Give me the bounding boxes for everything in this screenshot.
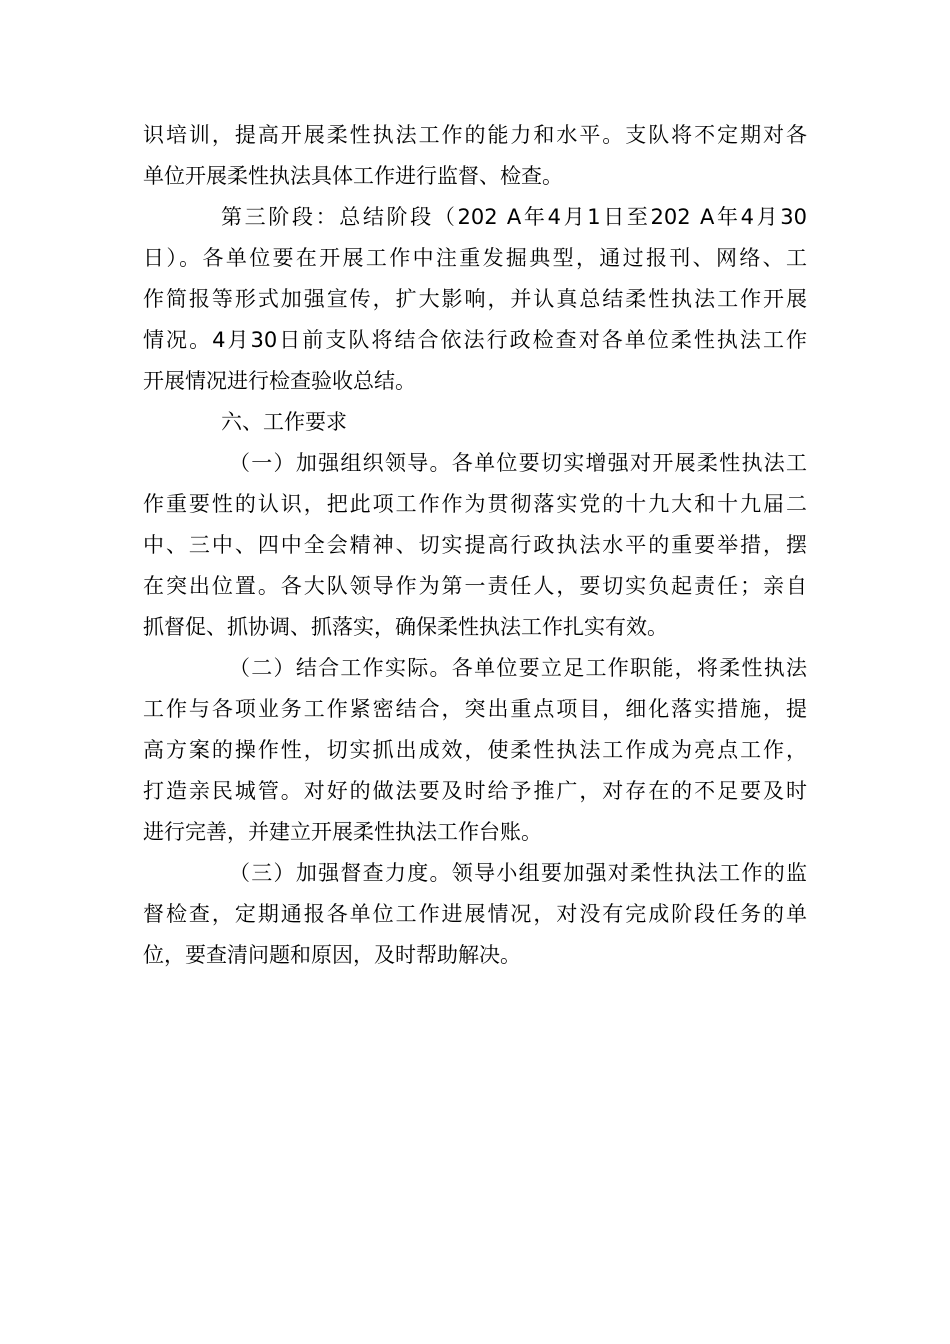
text-line: 工作与各项业务工作紧密结合，突出重点项目，细化落实措施，提 (143, 697, 807, 721)
text-line: 位，要查清问题和原因，及时帮助解决。 (143, 943, 521, 967)
text-line: （一）加强组织领导。各单位要切实增强对开展柔性执法工 (229, 451, 807, 475)
text-line: 督检查，定期通报各单位工作进展情况，对没有完成阶段任务的单 (143, 902, 807, 926)
text-line: 作重要性的认识，把此项工作作为贯彻落实党的十九大和十九届二 (143, 492, 807, 516)
text-line: 开展情况进行检查验收总结。 (143, 369, 416, 393)
text-line: 识培训，提高开展柔性执法工作的能力和水平。支队将不定期对各 (143, 123, 807, 147)
text-line: 在突出位置。各大队领导作为第一责任人，要切实负起责任；亲自 (143, 574, 807, 598)
text-line: 抓督促、抓协调、抓落实，确保柔性执法工作扎实有效。 (143, 615, 668, 639)
section-heading-work-requirements: 六、工作要求 (221, 410, 347, 434)
text-line: 进行完善，并建立开展柔性执法工作台账。 (143, 820, 542, 844)
text-line: 情况。4月30日前支队将结合依法行政检查对各单位柔性执法工作 (143, 328, 807, 352)
text-line: （三）加强督查力度。领导小组要加强对柔性执法工作的监 (229, 861, 807, 885)
text-line: 高方案的操作性，切实抓出成效，使柔性执法工作成为亮点工作， (143, 738, 807, 762)
text-line: 日）。各单位要在开展工作中注重发掘典型，通过报刊、网络、工 (143, 246, 807, 270)
text-line: 单位开展柔性执法具体工作进行监督、检查。 (143, 164, 563, 188)
text-line: 打造亲民城管。对好的做法要及时给予推广，对存在的不足要及时 (143, 779, 807, 803)
section-heading-phase-three: 第三阶段：总结阶段（202 A年4月1日至202 A年4月30 (221, 205, 807, 229)
document-body (143, 115, 807, 976)
text-line: 中、三中、四中全会精神、切实提高行政执法水平的重要举措，摆 (143, 533, 807, 557)
text-line: （二）结合工作实际。各单位要立足工作职能，将柔性执法 (229, 656, 807, 680)
text-line: 作简报等形式加强宣传，扩大影响，并认真总结柔性执法工作开展 (143, 287, 807, 311)
